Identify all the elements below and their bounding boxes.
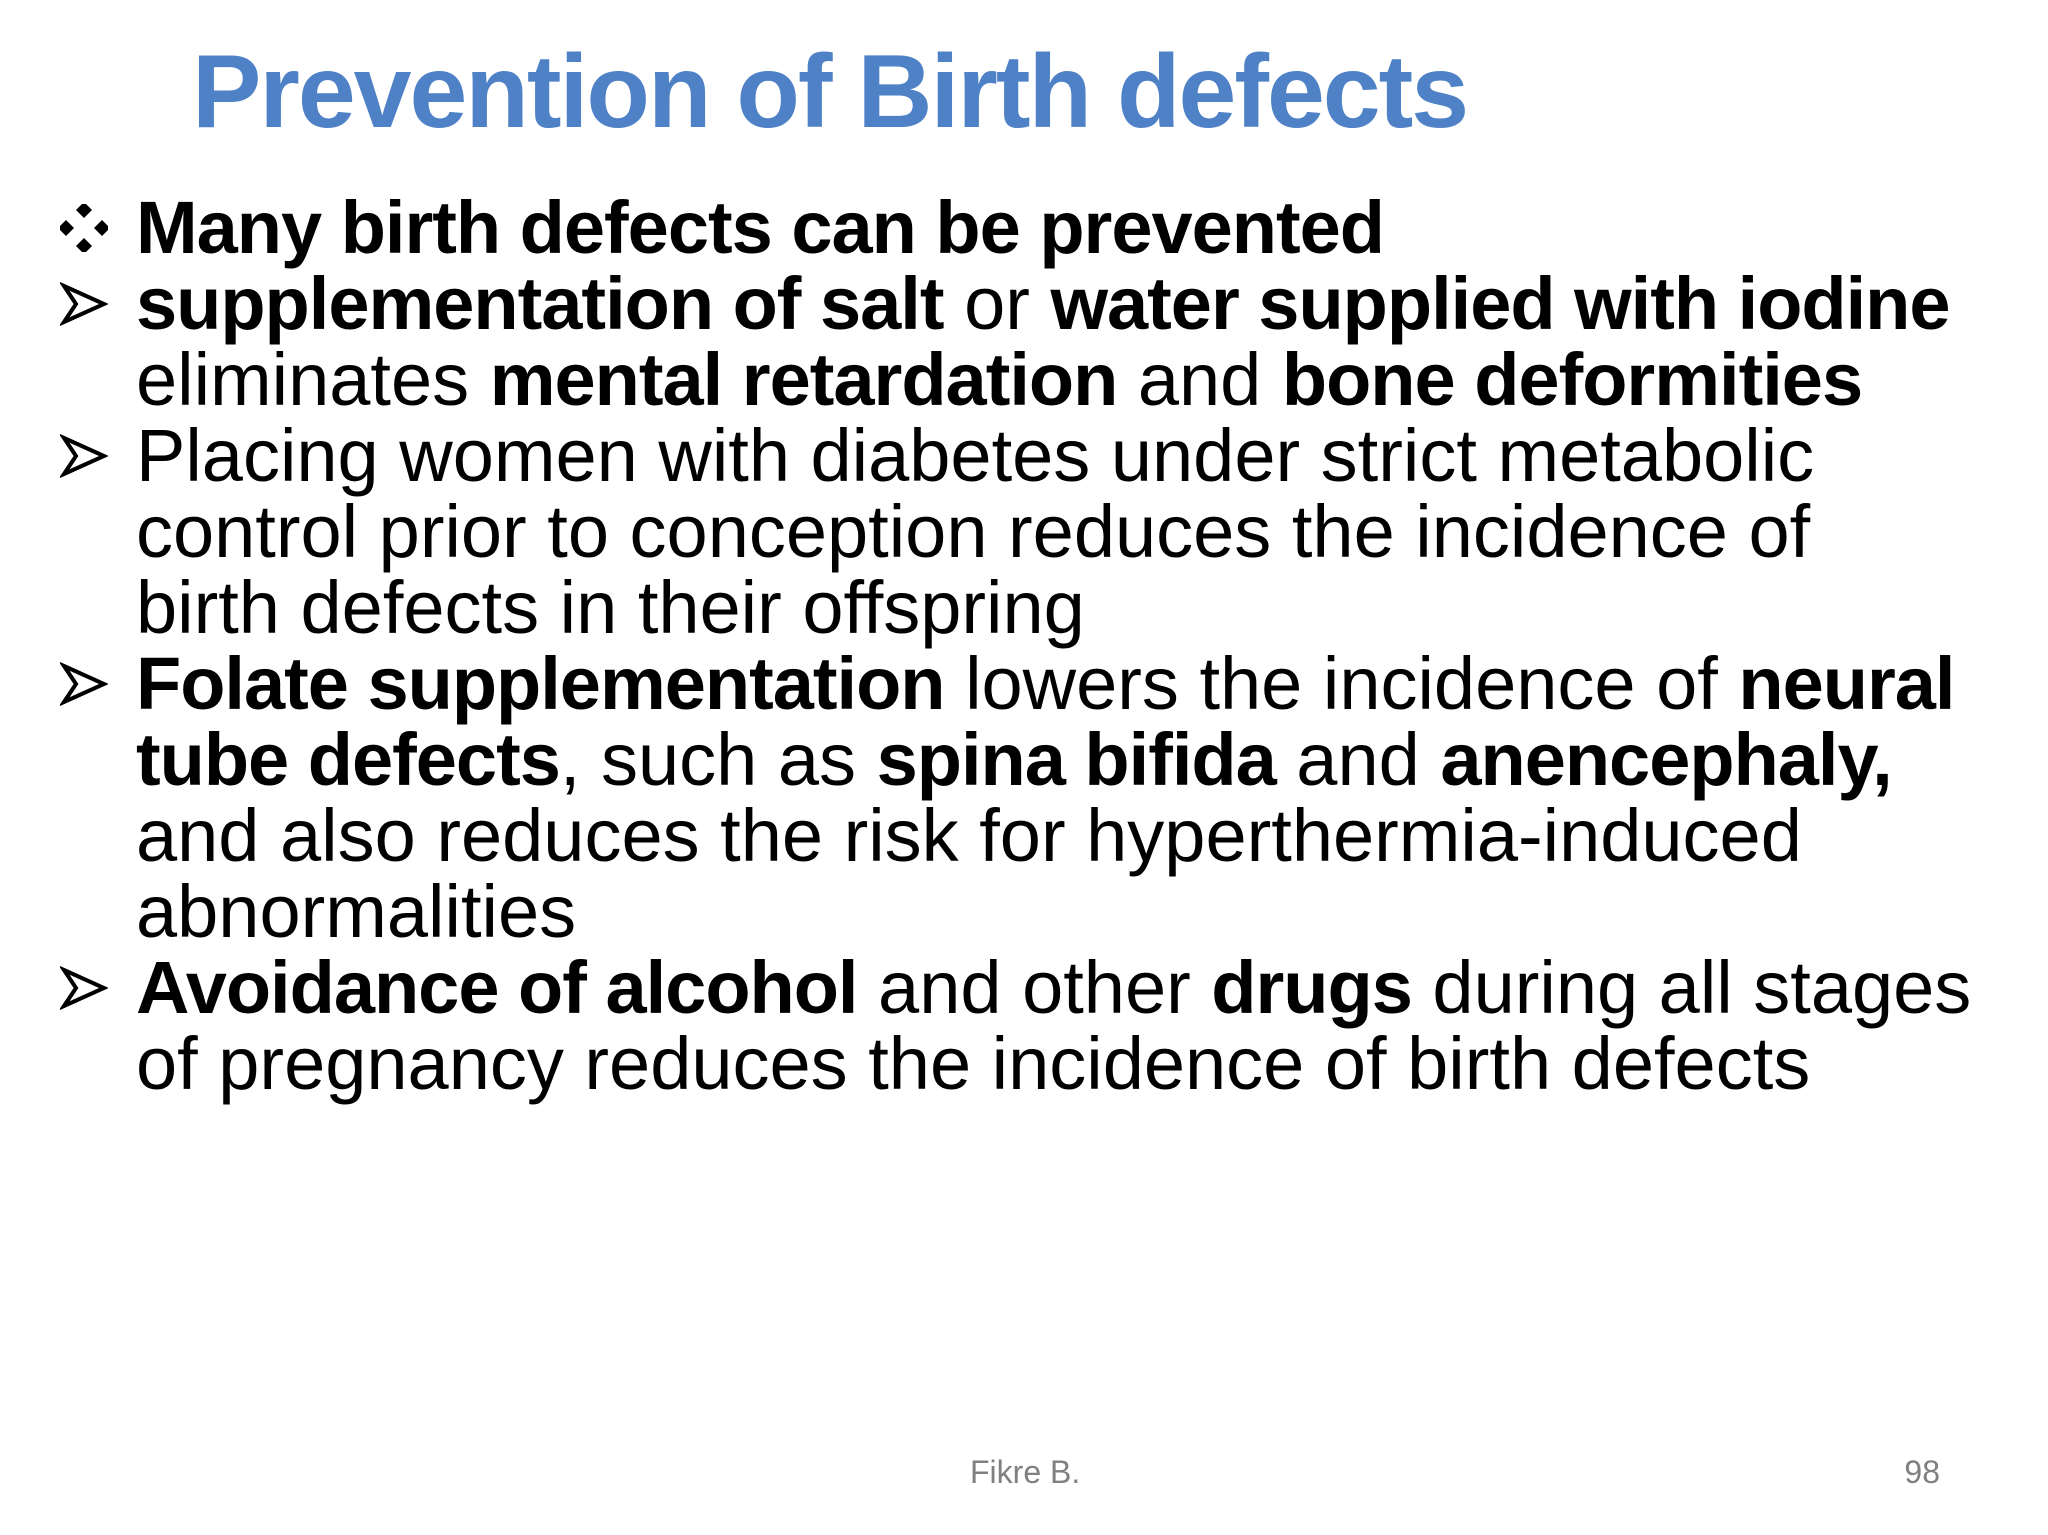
bold-text: neural: [1738, 642, 1955, 725]
body-text: control prior to conception reduces the incidence of: [136, 490, 1811, 573]
arrowhead-bullet-icon: [60, 660, 108, 708]
bullet-line: [136, 1022, 2020, 1105]
body-text: birth defects in their offspring: [136, 566, 1085, 649]
arrowhead-bullet-icon: [60, 964, 108, 1012]
bold-text: spina bifida: [876, 718, 1276, 801]
bullet-list: [60, 186, 2020, 1105]
bullet-item: [60, 642, 2020, 953]
body-text: and also reduces the risk for hyperthermia-induced: [136, 794, 1802, 877]
bullet-item: [60, 262, 2020, 421]
bullet-line: [136, 718, 2020, 801]
bullet-line: [136, 794, 2020, 877]
bullet-marker: [60, 190, 126, 266]
bold-text: drugs: [1211, 946, 1412, 1029]
bullet-marker: [60, 266, 126, 342]
bullet-line: [136, 490, 2020, 573]
body-text: or: [943, 262, 1051, 345]
bullet-line: [136, 262, 2020, 345]
bullet-line: [136, 566, 2020, 649]
bullet-marker: [60, 646, 126, 722]
bold-text: Many birth defects can be prevented: [136, 186, 1385, 269]
bullet-line: [136, 338, 2020, 421]
bullet-marker: [60, 950, 126, 1026]
bold-text: Folate supplementation: [136, 642, 945, 725]
page-number: 98: [1904, 1454, 1940, 1490]
bold-text: mental retardation: [489, 338, 1118, 421]
slide-title: Prevention of Birth defects: [192, 34, 1468, 150]
body-text: , such as: [559, 718, 877, 801]
bullet-item: [60, 414, 2020, 649]
bold-text: supplementation of salt: [136, 262, 944, 345]
bold-text: Avoidance of alcohol: [136, 946, 858, 1029]
body-text: lowers the incidence of: [944, 642, 1739, 725]
bullet-item: [60, 946, 2020, 1105]
arrowhead-bullet-icon: [60, 432, 108, 480]
bullet-line: [136, 870, 2020, 953]
body-text: abnormalities: [136, 870, 577, 953]
bullet-line: [136, 186, 2020, 269]
body-text: during all stages: [1411, 946, 1972, 1029]
body-text: and: [1275, 718, 1441, 801]
footer-author: Fikre B.: [970, 1454, 1081, 1490]
body-text: and other: [857, 946, 1212, 1029]
bullet-marker: [60, 418, 126, 494]
bullet-line: [136, 642, 2020, 725]
bullet-line: [136, 414, 2020, 497]
four-diamond-bullet-icon: [60, 204, 108, 252]
bold-text: bone deformities: [1281, 338, 1863, 421]
bold-text: tube defects: [136, 718, 560, 801]
bullet-item: [60, 186, 2020, 269]
bullet-line: [136, 946, 2020, 1029]
body-text: of pregnancy reduces the incidence of birth defects: [136, 1022, 1811, 1105]
body-text: and: [1117, 338, 1282, 421]
body-text: Placing women with diabetes under strict metabolic: [136, 414, 1815, 497]
bold-text: anencephaly,: [1440, 718, 1892, 801]
arrowhead-bullet-icon: [60, 280, 108, 328]
bold-text: water supplied with iodine: [1050, 262, 1950, 345]
body-text: eliminates: [136, 338, 490, 421]
